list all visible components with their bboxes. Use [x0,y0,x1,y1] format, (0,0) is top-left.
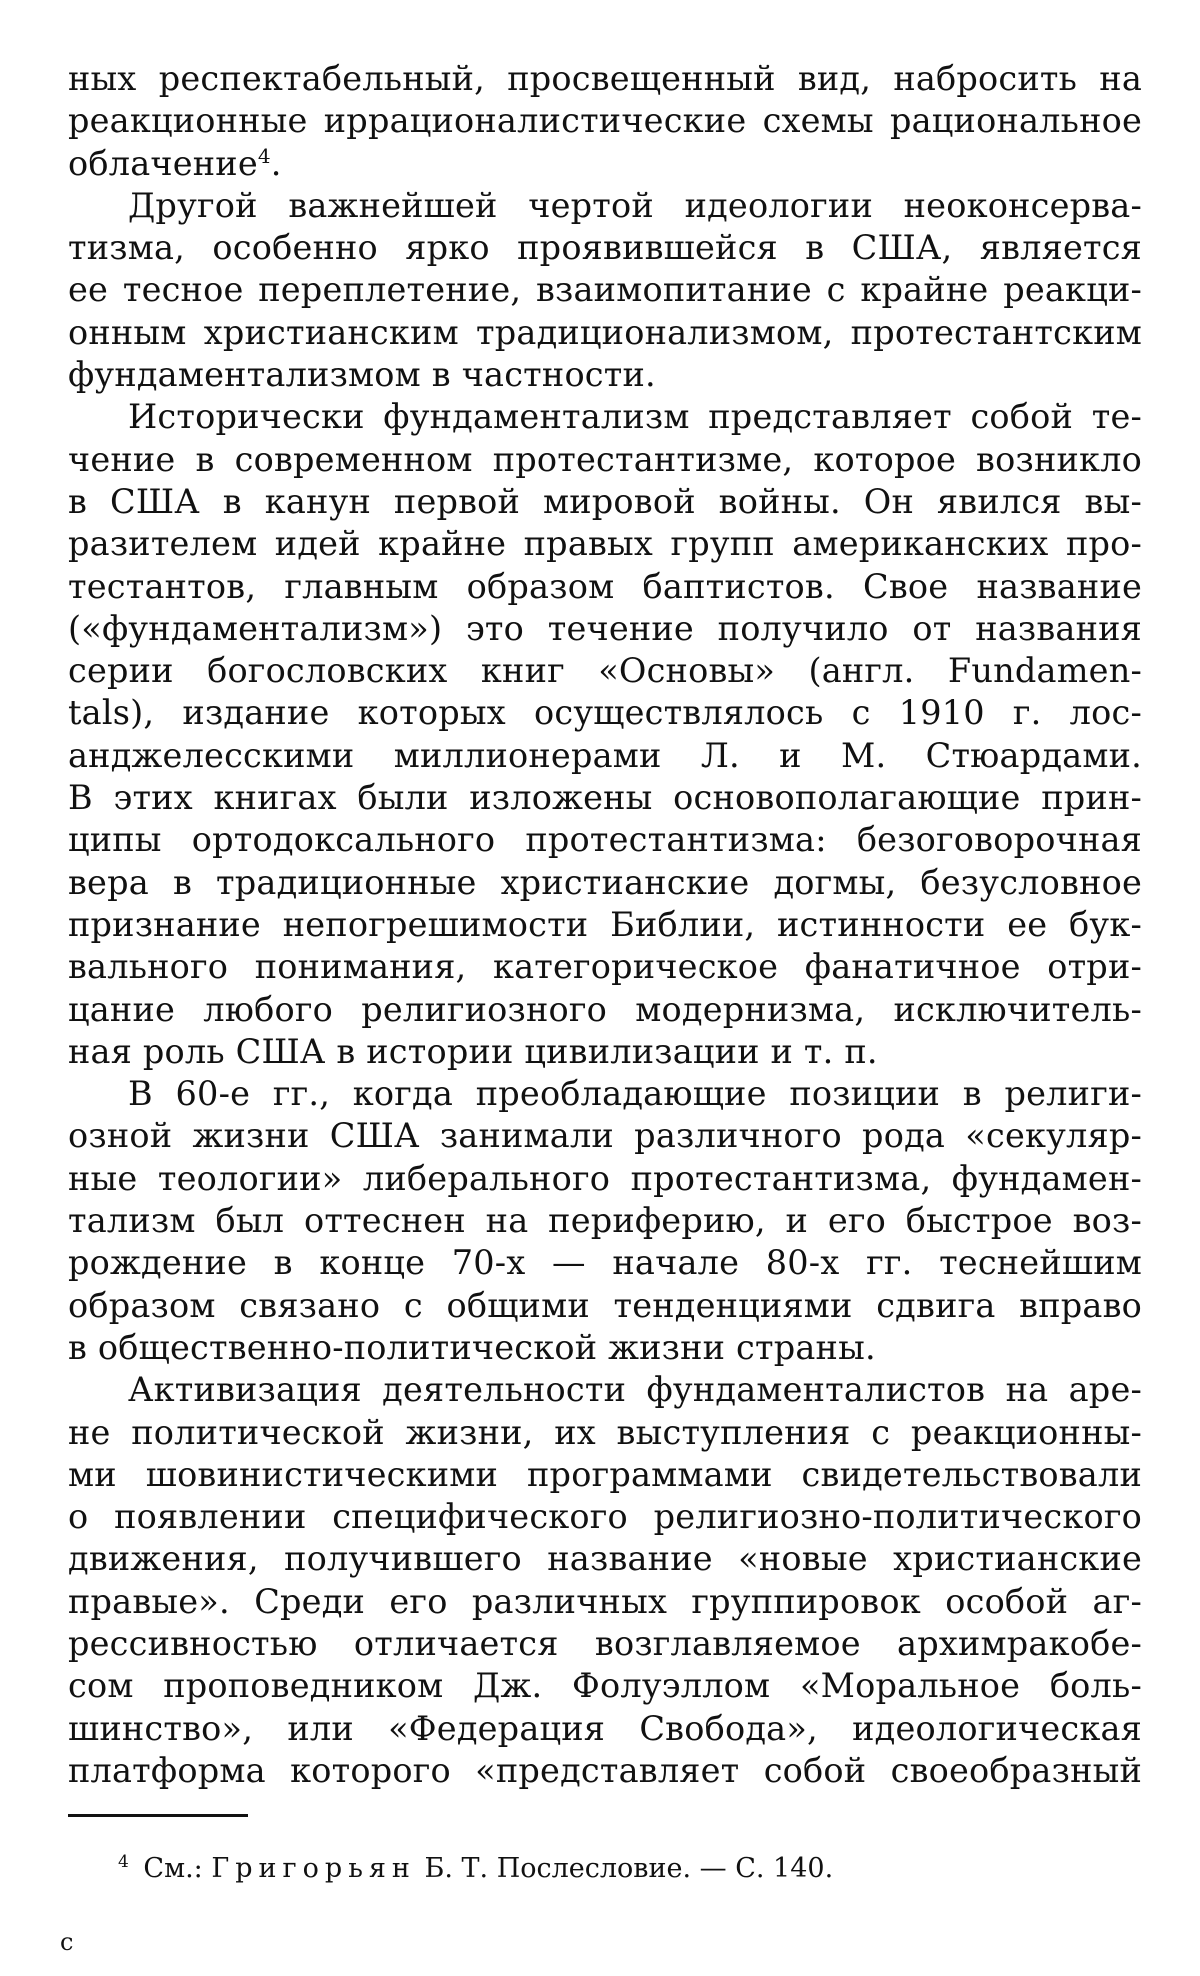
text-line [68,227,1142,269]
line-text: реакционные иррационалистические схемы рациональное [68,101,1142,141]
text-line [68,1285,1142,1327]
text-line [68,1496,1142,1538]
text-line [68,1031,1142,1073]
footnote-ref: 4 [257,143,271,168]
line-text: признание непогрешимости Библии, истинности ее бук- [68,904,1142,944]
text-line [68,143,1142,185]
line-text: ципы ортодоксального протестантизма: безоговорочная [68,820,1142,860]
line-text: серии богословских книг «Основы» (англ. Fundamen- [68,651,1142,691]
line-text: шинство», или «Федерация Свобода», идеологическая [68,1708,1142,1748]
footnote [118,1852,833,1886]
text-line [68,1073,1142,1115]
line-text: тизма, особенно ярко проявившейся в США, является [68,228,1142,268]
page-body [68,58,1142,1792]
line-text: Исторически фундаментализм представляет собой те- [128,397,1142,437]
text-line [68,1665,1142,1707]
text-line [68,989,1142,1031]
line-text: тестантов, главным образом баптистов. Свое название [68,566,1142,606]
text-line [68,946,1142,988]
line-text: рождение в конце 70-х — начале 80-х гг. теснейшим [68,1243,1142,1283]
line-text: ее тесное переплетение, взаимопитание с крайне реакци- [68,270,1142,310]
text-line [68,1581,1142,1623]
line-text: вального понимания, категорическое фанатичное отри- [68,947,1142,987]
text-line [68,312,1142,354]
text-line [68,608,1142,650]
line-text: озной жизни США занимали различного рода «секуляр- [68,1116,1142,1156]
text-line [68,1115,1142,1157]
text-line [68,100,1142,142]
text-line [68,481,1142,523]
line-text: образом связано с общими тенденциями сдвига вправо [68,1285,1142,1325]
line-text: не политической жизни, их выступления с реакционны- [68,1412,1142,1452]
line-text: анджелесскими миллионерами Л. и М. Стюардами. [68,735,1142,775]
line-text: платформа которого «представляет собой своеобразный [68,1750,1142,1790]
line-text: цание любого религиозного модернизма, исключитель- [68,989,1142,1029]
footnote-author: Григорьян [211,1853,416,1884]
text-line [68,819,1142,861]
line-text: tals), издание которых осуществлялось с 1910 г. лос- [68,693,1142,733]
text-line [68,777,1142,819]
line-text: в США в канун первой мировой войны. Он явился вы- [68,481,1142,521]
text-line [68,1623,1142,1665]
line-trailing-punctuation: . [270,143,282,183]
text-line [68,692,1142,734]
text-line [68,185,1142,227]
line-text: ми шовинистическими программами свидетельствовали [68,1454,1142,1494]
line-text: Активизация деятельности фундаменталистов на аре- [128,1370,1142,1410]
line-text: в общественно-политической жизни страны. [68,1327,876,1367]
line-text: В этих книгах были изложены основополагающие прин- [68,778,1142,818]
text-line [68,354,1142,396]
line-text: разителем идей крайне правых групп американских про- [68,524,1142,564]
text-line [68,1200,1142,1242]
footnote-rest: Б. Т. Послесловие. — С. 140. [424,1853,834,1884]
text-line [68,58,1142,100]
text-line [68,862,1142,904]
line-text: чение в современном протестантизме, которое возникло [68,439,1142,479]
line-text: вера в традиционные христианские догмы, безусловное [68,862,1142,902]
text-line [68,439,1142,481]
line-text: ные теологии» либерального протестантизма, фундамен- [68,1158,1142,1198]
text-line [68,904,1142,946]
text-line [68,735,1142,777]
text-line [68,396,1142,438]
line-text: Другой важнейшей чертой идеологии неоконсерва- [128,185,1142,225]
text-line [68,1750,1142,1792]
text-line [68,1158,1142,1200]
footnote-prefix: См.: [143,1853,203,1884]
page-mark: с [60,1928,74,1956]
line-text: рессивностью отличается возглавляемое архимракобе- [68,1623,1142,1663]
line-text: («фундаментализм») это течение получило от названия [68,608,1142,648]
text-line [68,650,1142,692]
line-text: В 60-е гг., когда преобладающие позиции в религи- [128,1074,1142,1114]
footnote-number: 4 [118,1852,129,1872]
line-text: ных респектабельный, просвещенный вид, набросить на [68,59,1142,98]
line-text: движения, получившего название «новые христианские [68,1539,1142,1579]
text-line [68,269,1142,311]
line-text: облачение [68,143,258,183]
line-text: ная роль США в истории цивилизации и т. п. [68,1031,878,1071]
text-line [68,1454,1142,1496]
text-line [68,1708,1142,1750]
line-text: сом проповедником Дж. Фолуэллом «Моральное боль- [68,1666,1142,1706]
footnote-rule [68,1814,248,1817]
text-line [68,1412,1142,1454]
line-text: фундаментализмом в частности. [68,355,656,395]
text-line [68,566,1142,608]
line-text: тализм был оттеснен на периферию, и его быстрое воз- [68,1201,1142,1241]
text-line [68,1327,1142,1369]
text-line [68,1369,1142,1411]
line-text: правые». Среди его различных группировок особой аг- [68,1581,1142,1621]
text-line [68,523,1142,565]
text-line [68,1242,1142,1284]
line-text: о появлении специфического религиозно-политического [68,1497,1142,1537]
text-line [68,1538,1142,1580]
line-text: онным христианским традиционализмом, протестантским [68,312,1142,352]
